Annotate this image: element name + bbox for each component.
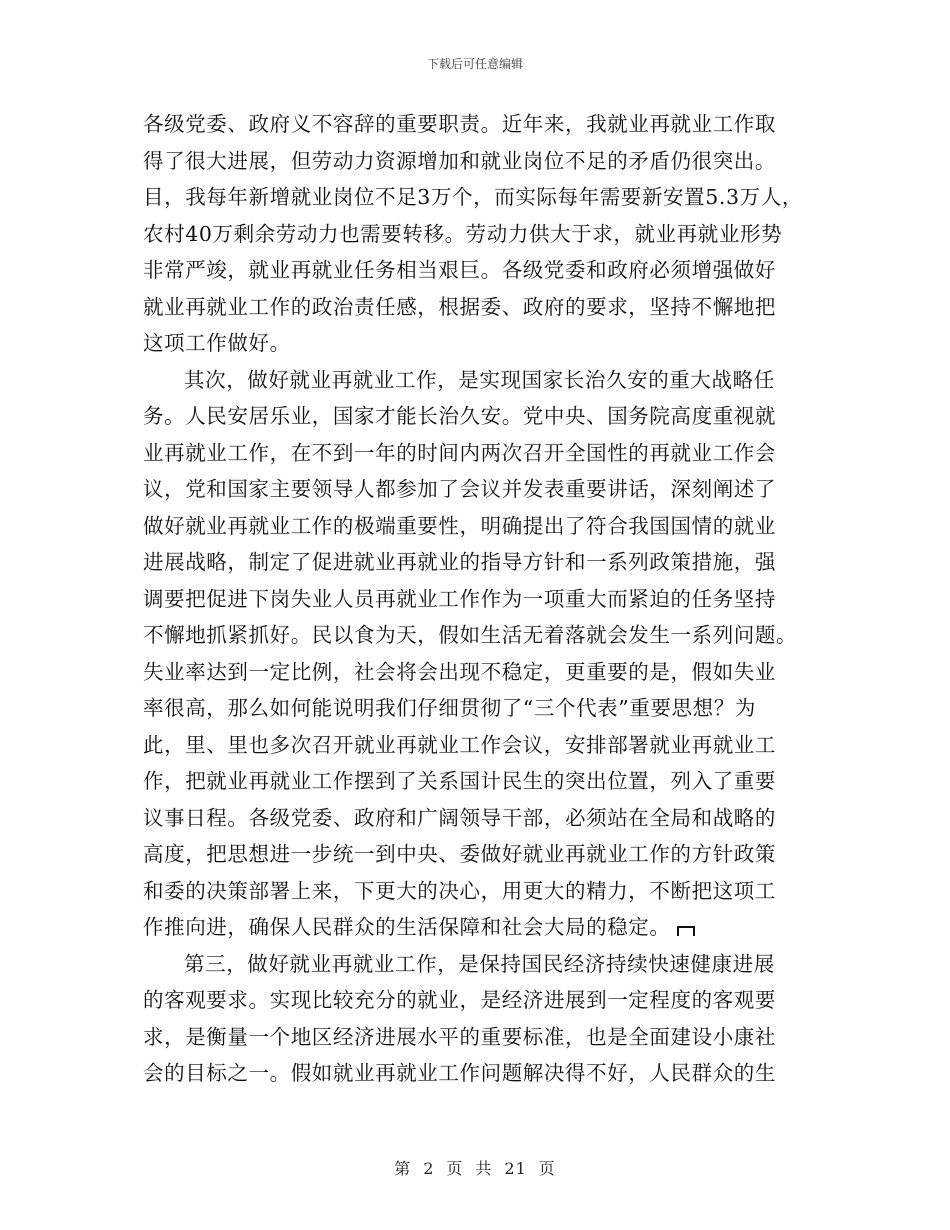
document-body: [143, 106, 823, 1092]
text-line: 高度，把思想进一步统一到中央、委做好就业再就业工作的方针政策: [143, 842, 776, 866]
bracket-mark-icon: [677, 926, 695, 936]
footer-di: 第: [394, 1159, 412, 1178]
footer-ye: 页: [538, 1159, 556, 1178]
text-line: 议事日程。各级党委、政府和广阔领导干部，必须站在全局和战略的: [143, 805, 776, 830]
text-line: 调要把促进下岗失业人员再就业工作作为一项重大而紧迫的任务坚持: [143, 586, 776, 611]
text-line: 和委的决策部署上来，下更大的决心，用更大的精力，不断把这项工: [143, 878, 776, 903]
text-line: 务。人民安居乐业，国家才能长治久安。党中央、国务院高度重视就: [143, 404, 776, 428]
page-number: 2: [423, 1159, 435, 1178]
paragraph-start-line: 第三，做好就业再就业工作，是保持国民经济持续快速健康进展: [184, 951, 775, 976]
text-line: 进展战略，制定了促进就业再就业的指导方针和一系列政策措施，强: [143, 550, 776, 574]
text-line: 作，把就业再就业工作摆到了关系国计民生的突出位置，列入了重要: [143, 769, 776, 793]
text-line: 农村40万剩余劳动力也需要转移。劳动力供大于求，就业再就业形势: [143, 221, 783, 246]
text-line: 此，里、里也多次召开就业再就业工作会议，安排部署就业再就业工: [143, 732, 776, 757]
text-line: 这项工作做好。: [143, 331, 291, 355]
total-pages: 21: [504, 1159, 527, 1178]
text-line: 业再就业工作，在不到一年的时间内两次召开全国性的再就业工作会: [143, 440, 776, 465]
footer-ye: 页: [446, 1159, 464, 1178]
page-footer: [0, 1156, 950, 1179]
text-line: 会的目标之一。假如就业再就业工作问题解决得不好，人民群众的生: [143, 1061, 776, 1085]
text-line: 的客观要求。实现比较充分的就业，是经济进展到一定程度的客观要: [143, 988, 776, 1012]
text-line: 失业率达到一定比例，社会将会出现不稳定，更重要的是，假如失业: [143, 659, 776, 684]
text-line-content: 作推向进，确保人民群众的生活保障和社会大局的稳定。: [143, 915, 671, 939]
paragraph-start-line: 其次，做好就业再就业工作，是实现国家长治久安的重大战略任: [184, 367, 775, 392]
page-header: 下载后可任意编辑: [426, 57, 523, 71]
text-line: 非常严竣，就业再就业任务相当艰巨。各级党委和政府必须增强做好: [143, 258, 776, 282]
text-line: 议，党和国家主要领导人都参加了会议并发表重要讲话，深刻阐述了: [143, 477, 776, 501]
text-line-with-mark: [143, 909, 823, 946]
text-line: 目，我每年新增就业岗位不足3万个，而实际每年需要新安置5.3万人，: [143, 185, 803, 209]
text-line: 各级党委、政府义不容辞的重要职责。近年来，我就业再就业工作取: [143, 112, 776, 136]
text-line: 得了很大进展，但劳动力资源增加和就业岗位不足的矛盾仍很突出。: [143, 148, 776, 173]
text-line: 不懈地抓紧抓好。民以食为天，假如生活无着落就会发生一系列问题。: [143, 623, 798, 647]
text-line: 做好就业再就业工作的极端重要性，明确提出了符合我国国情的就业: [143, 513, 776, 538]
text-line: 求，是衡量一个地区经济进展水平的重要标准，也是全面建设小康社: [143, 1024, 776, 1049]
text-line: 率很高，那么如何能说明我们仔细贯彻了“三个代表”重要思想？为: [143, 696, 756, 720]
footer-gong: 共: [475, 1159, 493, 1178]
text-line: 就业再就业工作的政治责任感，根据委、政府的要求，坚持不懈地把: [143, 294, 776, 319]
